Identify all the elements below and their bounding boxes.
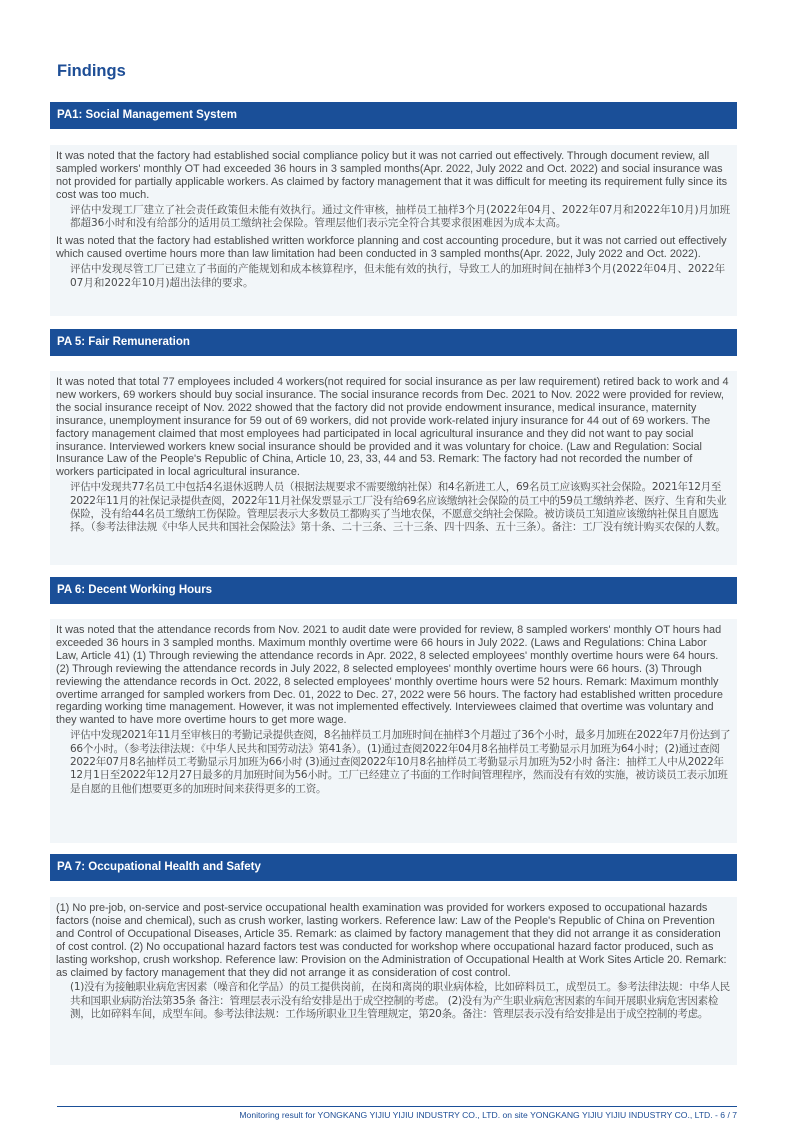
finding-text-zh: 评估中发现共77名员工中包括4名退休返聘人员（根据法规要求不需要缴纳社保）和4名新进工人，69名员工应该购买社会保险。2021年12月至2022年11月的社保记录提供查阅，2022年11月社保发票显示工厂没有给69名应该缴纳社会保险的员工中的59员工缴纳养老、医疗、生育和失业保险，没有给44名员工缴纳工伤保险。管理层表示大多数员工都购买了当地农保，不愿意交纳社会保险。被访谈员工知道应该缴纳社保且自愿选择。（参考法律法规《中华人民共和国社会保险法》第十条、二十三条、三十三条、四十四条、五十三条）。备注：工厂没有统计购买农保的人数。 [70, 481, 727, 534]
finding-text-en: It was noted that the factory had established written workforce planning and cost accounting procedure, but it was not carried out effectively which caused overtime hours more than law limitation had been conducted in 3 sampled months(Apr. 2022, July 2022 and Oct. 2022). [56, 235, 727, 261]
section-heading-pa1: PA1: Social Management System [50, 102, 737, 129]
section-heading-pa7: PA 7: Occupational Health and Safety [50, 854, 737, 881]
finding-text-zh: 评估中发现2021年11月至审核日的考勤记录提供查阅，8名抽样员工月加班时间在抽样3个月超过了36个小时，最多月加班在2022年7月份达到了66个小时。（参考法律法规：《中华人民共和国劳动法》第41条）。(1)通过查阅2022年04月8名抽样员工考勤显示月加班为64小时；(2)通过查阅2022年07月8名抽样员工考勤显示月加班为66小时 (3)通过查阅2022年10月8名抽样员工考勤显示月加班为52小时 备注：抽样工人中从2022年12月1日至2022年12月27日最多的月加班时间为56小时。工厂已经建立了书面的工作时间管理程序，然而没有有效的实施，被访谈员工表示加班是自愿的且他们想要更多的加班时间来获得更多的工资。 [70, 729, 731, 795]
finding-text-zh: (1)没有为接触职业病危害因素（噪音和化学品）的员工提供岗前，在岗和离岗的职业病体检，比如碎料员工，成型员工。参考法律法规：中华人民共和国职业病防治法第35条 备注：管理层表示没有给安排是出于成空控制的考虑。 (2)没有为产生职业病危害因素的车间开展职业病危害因素检测，比如碎料车间，成型车间。参考法律法规：工作场所职业卫生管理规定，第20条。备注：管理层表示没有给安排是出于成空控制的考虑。 [70, 981, 730, 1021]
finding-text-zh: 评估中发现尽管工厂已建立了书面的产能规划和成本核算程序，但未能有效的执行，导致工人的加班时间在抽样3个月(2022年04月、2022年07月和2022年10月)超出法律的要求。 [70, 263, 726, 289]
finding-text-en: It was noted that total 77 employees included 4 workers(not required for social insurance as per law requirement) retired back to work and 4 new workers, 69 workers should buy social insurance. The social insurance records from Dec. 2021 to Nov. 2022 were provided for review, the social insurance receipt of Nov. 2022 showed that the factory did not provide endowment insurance, medical insurance, maternity insurance, unemployment insurance for 59 out of 69 workers, did not provide work-related injury insurance for 44 out of 69 workers. The factory management claimed that most employees had participated in local agricultural insurance and they did not want to pay social insurance. Interviewed workers knew social insurance should be provided and it was voluntary for choice. (Law and Regulation: Social Insurance Law of the People's Republic of China, Article 10, 23, 33, 44 and 53. Remark: The factory had not recorded the number of workers participated in local agricultural insurance. [56, 376, 729, 479]
finding-block-pa7 [50, 897, 737, 1065]
footer-divider [57, 1106, 737, 1107]
page-title: Findings [57, 62, 126, 80]
finding-block-pa1 [50, 145, 737, 316]
section-heading-pa6: PA 6: Decent Working Hours [50, 577, 737, 604]
section-heading-pa5: PA 5: Fair Remuneration [50, 329, 737, 356]
page-footer: Monitoring result for YONGKANG YIJIU YIJIU INDUSTRY CO., LTD. on site YONGKANG YIJIU YIJIU INDUSTRY CO., LTD. - 6 / 7 [239, 1110, 737, 1120]
finding-text-zh: 评估中发现工厂建立了社会责任政策但未能有效执行。通过文件审核，抽样员工抽样3个月(2022年04月、2022年07月和2022年10月)月加班都超36小时和没有给部分的适用员工缴纳社会保险。管理层他们表示完全符合其要求很困难因为成本太高。 [70, 203, 731, 230]
finding-block-pa6 [50, 619, 737, 843]
finding-text-en: It was noted that the factory had established social compliance policy but it was not carried out effectively. Through document review, all sampled workers' monthly OT had exceeded 36 hours in 3 sampled months(Apr. 2022, July 2022 and Oct. 2022) and social insurance was not provided for partially applicable workers. As claimed by factory management that it was difficult for meeting its requirement fully since its cost was too much. [56, 150, 728, 201]
finding-text-en: (1) No pre-job, on-service and post-service occupational health examination was provided for workers exposed to occupational hazards factors (noise and chemical), such as crush worker, lasting workers. Reference law: Law of the People's Republic of China on Prevention and Control of Occupational Diseases, Article 35. Remark: as claimed by factory management that they did not arrange it as consideration of cost control. (2) No occupational hazard factors test was conducted for workshop where occupational hazard factor produced, such as lasting workshop, crush workshop. Reference law: Provision on the Administration of Occupational Health at Work Sites Article 20. Remark: as claimed by factory management that they did not arrange it as consideration of cost control. [56, 902, 727, 979]
finding-block-pa5 [50, 371, 737, 565]
finding-text-en: It was noted that the attendance records from Nov. 2021 to audit date were provided for review, 8 sampled workers' monthly OT hours had exceeded 36 hours in 3 sampled months. Maximum monthly overtime were 66 hours in July 2022. (Laws and Regulations: China Labor Law, Article 41) (1) Through reviewing the attendance records in Apr. 2022, 8 selected employees' monthly overtime hours were 64 hours. (2) Through reviewing the attendance records in July 2022, 8 selected employees' monthly overtime hours were 66 hours. (3) Through reviewing the attendance records in Oct. 2022, 8 selected employees' monthly overtime hours were 52 hours. Remark: Maximum monthly overtime arranged for sampled workers from Dec. 01, 2022 to Dec. 27, 2022 were 56 hours. The factory had established written procedure regarding working time management. However, it was not implemented effectively. Interviewees claimed that overtime was voluntary and they wanted to have more overtime hours to get more wage. [56, 624, 723, 727]
